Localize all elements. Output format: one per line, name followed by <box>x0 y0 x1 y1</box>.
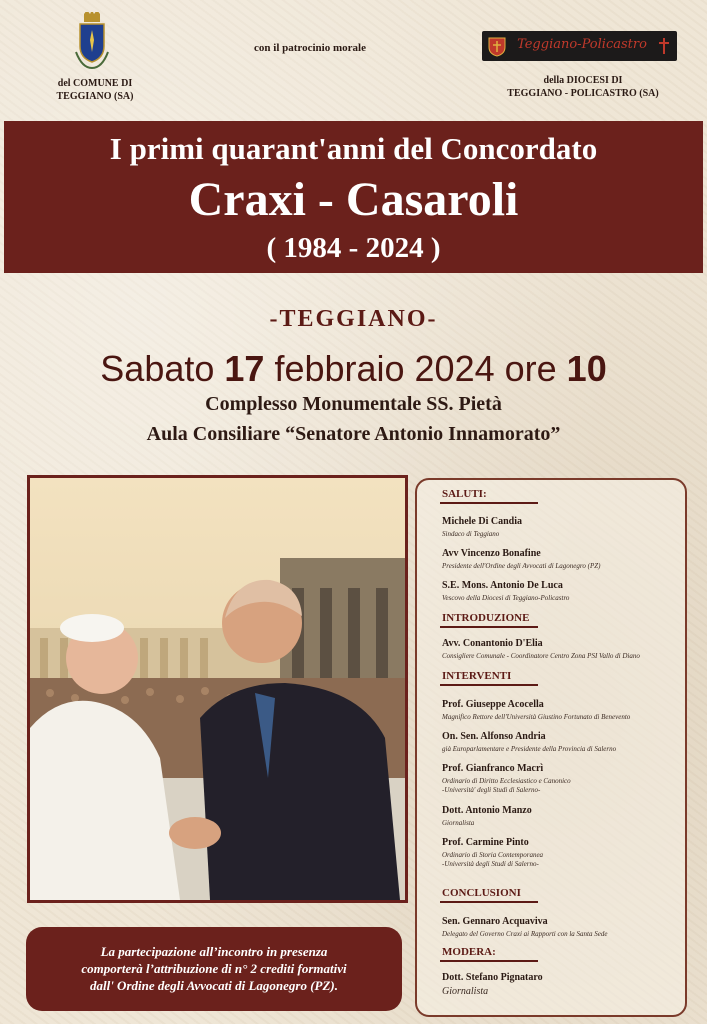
banner-years: ( 1984 - 2024 ) <box>266 232 441 264</box>
speaker-name: Dott. Antonio Manzo <box>442 805 532 816</box>
speaker-role-line: -Università' degli Studi di Salerno- <box>442 786 541 794</box>
section-title-saluti: SALUTI: <box>442 488 487 500</box>
speaker-role-line: Presidente dell'Ordine degli Avvocati di Lagonegro (PZ) <box>442 562 601 570</box>
date-middle: febbraio 2024 ore <box>264 348 567 389</box>
speaker-role <box>442 777 571 795</box>
banner-subtitle: I primi quarant'anni del Concordato <box>109 131 598 166</box>
speaker-role <box>442 745 616 754</box>
speaker-name: Sen. Gennaro Acquaviva <box>442 916 548 927</box>
section-title-interventi: INTERVENTI <box>442 670 512 682</box>
speaker-role-line: Giornalista <box>442 986 489 997</box>
section-title-modera: MODERA: <box>442 946 496 958</box>
diocesi-line2: TEGGIANO - POLICASTRO (SA) <box>507 88 659 99</box>
date-prefix: Sabato <box>100 348 225 389</box>
event-room: Aula Consiliare “Senatore Antonio Innamorato” <box>146 423 561 445</box>
speaker-role-line: Ordinario di Storia Contemporanea <box>442 851 544 859</box>
speaker-role-line: -Università degli Studi di Salerno- <box>442 860 539 868</box>
date-hour: 10 <box>566 348 607 389</box>
comune-line2: TEGGIANO (SA) <box>56 91 134 102</box>
title-banner <box>4 121 703 273</box>
credits-notice <box>26 927 402 1011</box>
date-day: 17 <box>224 348 265 389</box>
speaker-role <box>442 562 600 571</box>
speaker-name: Prof. Carmine Pinto <box>442 837 529 848</box>
speaker-role-line: Consigliere Comunale - Coordinatore Centro Zona PSI Vallo di Diano <box>442 652 640 660</box>
comune-line1: del COMUNE DI <box>57 78 133 89</box>
section-divider <box>440 684 538 686</box>
speaker-role-line: già Europarlamentare e Presidente della Provincia di Salerno <box>442 745 617 753</box>
program-panel <box>415 478 687 1017</box>
comune-label <box>30 77 160 103</box>
speaker-name: S.E. Mons. Antonio De Luca <box>442 580 563 591</box>
cross-icon <box>654 36 674 56</box>
banner-title: Craxi - Casaroli <box>188 173 519 226</box>
speaker-role <box>442 819 474 828</box>
speaker-name: On. Sen. Alfonso Andria <box>442 731 546 742</box>
speaker-role-line: Giornalista <box>442 819 475 827</box>
credits-line1: La partecipazione all’incontro in presenza <box>100 944 328 959</box>
speaker-role-line: Sindaco di Teggiano <box>442 530 500 538</box>
event-date <box>0 348 707 390</box>
section-divider <box>440 901 538 903</box>
speaker-role <box>442 986 488 998</box>
speaker-role-line: Delegato del Governo Craxi ai Rapporti con la Santa Sede <box>442 930 608 938</box>
speaker-name: Prof. Gianfranco Macrì <box>442 763 544 774</box>
credits-line3: dall' Ordine degli Avvocati di Lagonegro (PZ). <box>89 978 339 993</box>
speaker-role <box>442 594 569 603</box>
event-place: -TEGGIANO- <box>269 306 438 332</box>
historic-photo <box>27 475 408 903</box>
speaker-role <box>442 652 640 661</box>
speaker-name: Dott. Stefano Pignataro <box>442 972 543 983</box>
section-divider <box>440 502 538 504</box>
credits-line2: comporterà l’attribuzione di n° 2 crediti formativi <box>81 961 347 976</box>
speaker-role-line: Vescovo della Diocesi di Teggiano-Policastro <box>442 594 570 602</box>
speaker-role <box>442 530 499 539</box>
section-title-introduzione: INTRODUZIONE <box>442 612 530 624</box>
speaker-role-line: Ordinario di Diritto Ecclesiastico e Canonico <box>442 777 571 785</box>
patrocinio-label: con il patrocinio morale <box>254 42 366 54</box>
diocesi-logo <box>482 31 677 61</box>
diocesi-crest-icon <box>486 35 508 57</box>
speaker-role <box>442 851 543 869</box>
speaker-role <box>442 930 607 939</box>
speaker-role <box>442 713 630 722</box>
speaker-name: Avv. Conantonio D'Elia <box>442 638 543 649</box>
diocesi-logo-text: Teggiano-Policastro <box>517 37 647 52</box>
diocesi-label <box>468 74 698 100</box>
section-divider <box>440 626 538 628</box>
speaker-role-line: Magnifico Rettore dell'Università Giustino Fortunato di Benevento <box>442 713 631 721</box>
speaker-name: Avv Vincenzo Bonafine <box>442 548 541 559</box>
speaker-name: Michele Di Candia <box>442 516 522 527</box>
speaker-name: Prof. Giuseppe Acocella <box>442 699 544 710</box>
diocesi-line1: della DIOCESI DI <box>543 75 623 86</box>
section-title-conclusioni: CONCLUSIONI <box>442 887 521 899</box>
event-venue: Complesso Monumentale SS. Pietà <box>205 393 502 415</box>
comune-crest-icon <box>72 12 112 72</box>
section-divider <box>440 960 538 962</box>
